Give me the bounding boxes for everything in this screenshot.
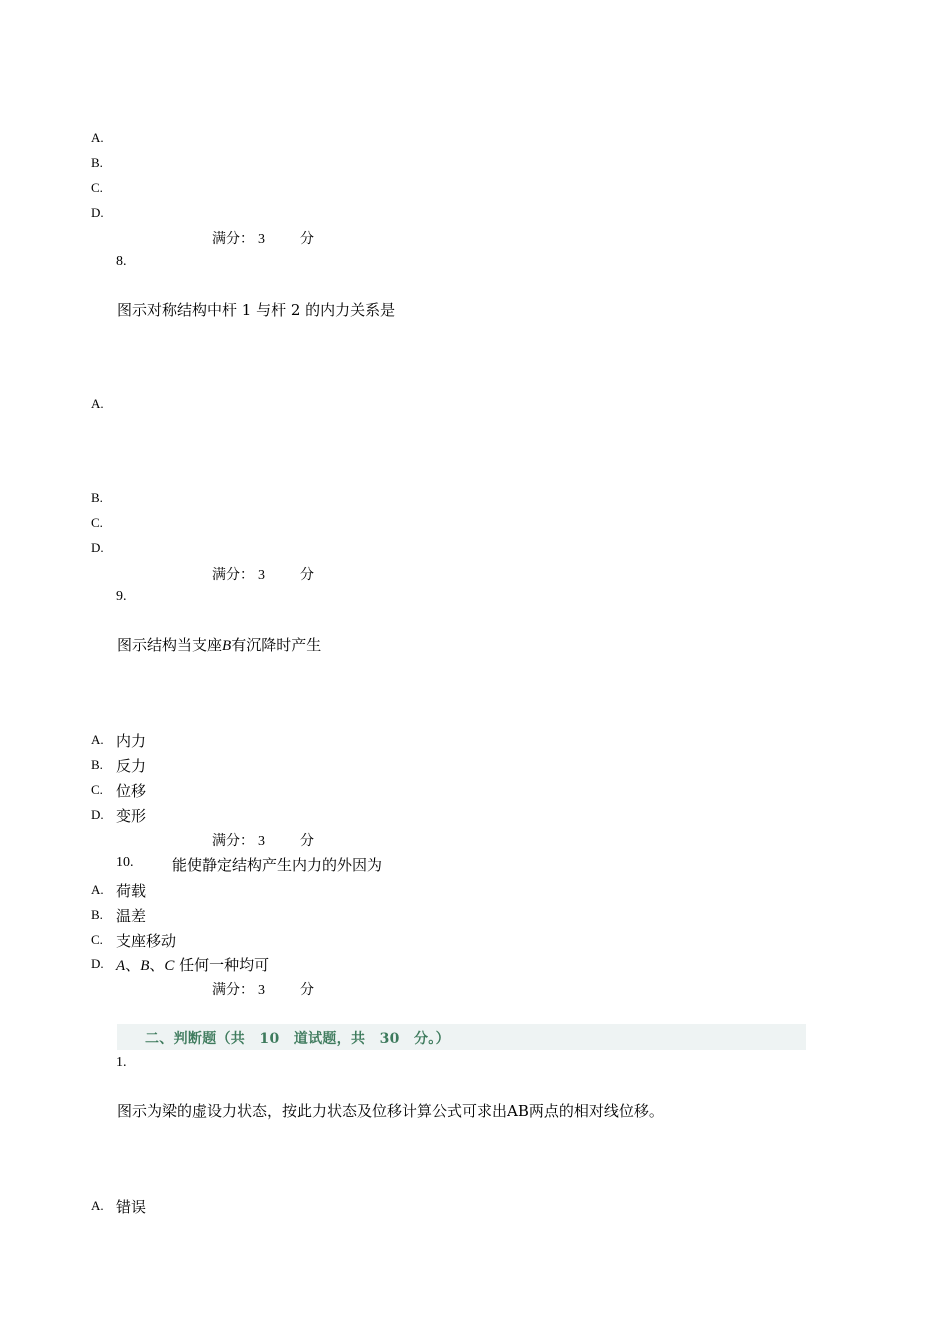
q10-score: [212, 979, 314, 999]
option-var-b: B: [140, 958, 150, 974]
option-text: 荷载: [116, 882, 147, 900]
score-value: 3: [258, 834, 265, 849]
option-letter: D.: [91, 807, 104, 822]
option-text: 错误: [116, 1198, 147, 1216]
score-value: 3: [258, 232, 265, 247]
section-header-bar: [117, 1024, 806, 1050]
q9-score: [212, 830, 314, 850]
q8-stem: 图示对称结构中杆 1 与杆 2 的内力关系是: [117, 301, 396, 319]
tf1-number: 1.: [116, 1055, 127, 1070]
option-letter: B.: [91, 757, 103, 772]
q9-stem-italic: B: [222, 638, 232, 654]
option-var-a: A: [116, 958, 126, 974]
q7-score: [212, 228, 314, 248]
section-title: 二、判断题（共 10 道试题，共 30 分。）: [145, 1031, 450, 1047]
q8-number: 8.: [116, 254, 127, 269]
score-label: 满分：: [212, 982, 254, 998]
option-text: 温差: [116, 907, 147, 925]
option-letter: C.: [91, 932, 103, 947]
q7-option-a[interactable]: A.: [91, 130, 104, 145]
option-letter: B.: [91, 907, 103, 922]
option-text: [116, 954, 269, 975]
option-text: 内力: [116, 732, 147, 750]
q9-stem-before: 图示结构当支座: [117, 636, 223, 654]
option-text: 位移: [116, 782, 147, 800]
option-text: 变形: [116, 807, 147, 825]
score-value: 3: [258, 568, 265, 583]
option-letter: A.: [91, 732, 104, 747]
score-unit: 分: [300, 567, 314, 583]
score-unit: 分: [300, 833, 314, 849]
q7-option-b[interactable]: B.: [91, 155, 103, 170]
option-sep: 、: [125, 956, 141, 974]
q10-stem: 能使静定结构产生内力的外因为: [172, 856, 383, 874]
score-unit: 分: [300, 982, 314, 998]
q8-option-c[interactable]: C.: [91, 515, 103, 530]
q8-option-b[interactable]: B.: [91, 490, 103, 505]
option-letter: C.: [91, 782, 103, 797]
q10-number: 10.: [116, 855, 134, 870]
q9-stem: [117, 634, 321, 655]
q8-option-a[interactable]: A.: [91, 396, 104, 411]
q8-score: [212, 564, 314, 584]
score-label: 满分：: [212, 833, 254, 849]
score-label: 满分：: [212, 231, 254, 247]
score-label: 满分：: [212, 567, 254, 583]
q7-option-c[interactable]: C.: [91, 180, 103, 195]
q7-option-d[interactable]: D.: [91, 205, 104, 220]
option-text: 支座移动: [116, 932, 177, 950]
option-rest: 任何一种均可: [174, 956, 270, 974]
option-text: 反力: [116, 757, 147, 775]
q9-number: 9.: [116, 589, 127, 604]
q8-option-d[interactable]: D.: [91, 540, 104, 555]
option-sep: 、: [149, 956, 165, 974]
score-unit: 分: [300, 231, 314, 247]
tf1-stem: 图示为梁的虚设力状态，按此力状态及位移计算公式可求出AB两点的相对线位移。: [117, 1102, 664, 1120]
score-value: 3: [258, 983, 265, 998]
option-letter: D.: [91, 956, 104, 971]
option-var-c: C: [164, 958, 175, 974]
q9-stem-after: 有沉降时产生: [231, 636, 322, 654]
option-letter: A.: [91, 1198, 104, 1213]
option-letter: A.: [91, 882, 104, 897]
